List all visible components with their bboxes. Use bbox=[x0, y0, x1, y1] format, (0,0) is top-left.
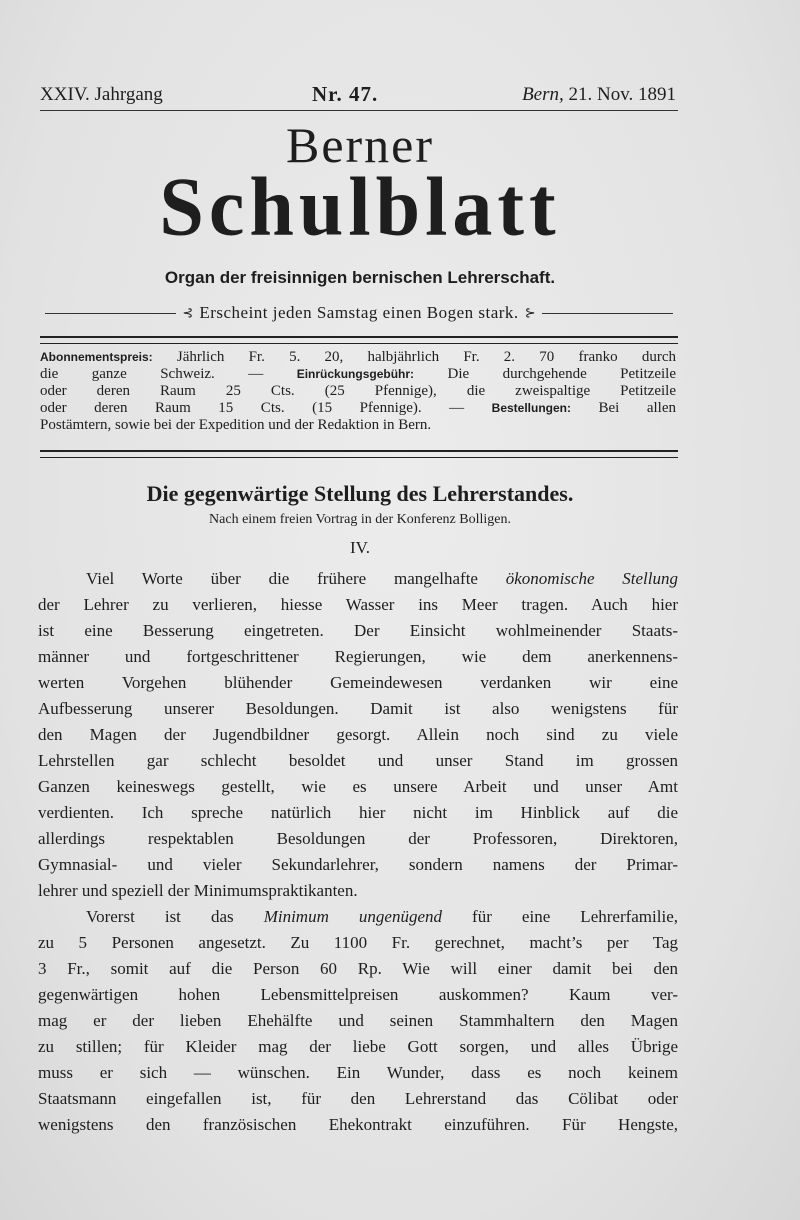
text-line: muss er sich — wünschen. Ein Wunder, dass es noch keinem bbox=[38, 1063, 678, 1082]
insertion-fee-text-2: oder deren Raum 15 Cts. (15 Pfennige). — bbox=[40, 400, 492, 416]
article-body bbox=[38, 566, 678, 1138]
emphasis-text: ökonomische Stellung bbox=[505, 569, 678, 588]
text-line: 3 Fr., somit auf die Person 60 Rp. Wie will einer damit bei den bbox=[38, 959, 678, 978]
masthead-subtitle: Organ der freisinnigen bernischen Lehrerschaft. bbox=[164, 268, 556, 287]
text-line: lehrer und speziell der Minimumspraktikanten. bbox=[38, 881, 358, 900]
text-line: Lehrstellen gar schlecht besoldet und unser Stand im grossen bbox=[38, 751, 678, 770]
date-label: 21. Nov. 1891 bbox=[563, 84, 676, 105]
text-line bbox=[38, 904, 678, 930]
subscription-line bbox=[40, 400, 676, 417]
insertion-fee-text: Die durchgehende Petitzeile bbox=[414, 366, 676, 382]
text-line bbox=[38, 566, 678, 592]
orders-text: Bei allen bbox=[571, 400, 676, 416]
masthead-title-small: Berner bbox=[285, 117, 435, 173]
place-label: Bern, bbox=[522, 84, 564, 105]
issue-date bbox=[522, 84, 676, 106]
text-line: zu 5 Personen angesetzt. Zu 1100 Fr. gerechnet, macht’s per Tag bbox=[38, 933, 678, 952]
masthead-title-large: Schulblatt bbox=[159, 160, 561, 254]
issue-header bbox=[40, 84, 676, 106]
orders-label: Bestellungen: bbox=[491, 401, 571, 415]
subscription-region-text: die ganze Schweiz. — bbox=[40, 366, 297, 382]
text-line: allerdings respektablen Besoldungen der Professoren, Direktoren, bbox=[38, 829, 678, 848]
text-line: ist eine Besserung eingetreten. Der Einsicht wohlmeinender Staats- bbox=[38, 621, 678, 640]
text-line: wenigstens den französischen Ehekontrakt einzuführen. Für Hengste, bbox=[38, 1115, 678, 1134]
ornament-right-icon: ⊱ bbox=[524, 305, 536, 320]
subscription-price-text: Jährlich Fr. 5. 20, halbjährlich Fr. 2. 70 franko durch bbox=[152, 349, 676, 365]
subscription-top-rule bbox=[40, 336, 678, 344]
text-line: den Magen der Jugendbildner gesorgt. Allein noch sind zu viele bbox=[38, 725, 678, 744]
text-line: Gymnasial- und vieler Sekundarlehrer, sondern namens der Primar- bbox=[38, 855, 678, 874]
header-divider bbox=[40, 110, 678, 111]
subscription-price-label: Abonnementspreis: bbox=[40, 350, 153, 364]
text-line: Ganzen keineswegs gestellt, wie es unsere Arbeit und unser Amt bbox=[38, 777, 678, 796]
subscription-bottom-rule bbox=[40, 450, 678, 458]
article-title: Die gegenwärtige Stellung des Lehrerstandes. bbox=[146, 481, 574, 506]
text-segment: für eine Lehrerfamilie, bbox=[442, 907, 678, 926]
subscription-line bbox=[40, 349, 676, 366]
subscription-info bbox=[40, 349, 676, 434]
issue-number: Nr. 47. bbox=[312, 82, 379, 106]
text-line: der Lehrer zu verlieren, hiesse Wasser ins Meer tragen. Auch hier bbox=[38, 595, 678, 614]
subscription-line bbox=[40, 366, 676, 383]
text-line: werten Vorgehen blühender Gemeindewesen verdanken wir eine bbox=[38, 673, 678, 692]
article-section-number: IV. bbox=[350, 538, 370, 557]
text-line: mag er der lieben Ehehälfte und seinen Stammhaltern den Magen bbox=[38, 1011, 678, 1030]
publication-frequency bbox=[45, 302, 673, 324]
text-segment: Vorerst ist das bbox=[86, 907, 264, 926]
ornament-rule-right bbox=[542, 313, 673, 314]
subscription-line: oder deren Raum 25 Cts. (25 Pfennige), die zweispaltige Petitzeile bbox=[40, 383, 676, 399]
subscription-line: Postämtern, sowie bei der Expedition und der Redaktion in Bern. bbox=[40, 417, 432, 433]
text-line: Staatsmann eingefallen ist, für den Lehrerstand das Cölibat oder bbox=[38, 1089, 678, 1108]
volume-label: XXIV. Jahrgang bbox=[40, 84, 163, 105]
ornament-rule-left bbox=[45, 313, 176, 314]
ornament-left-icon: ⊰ bbox=[182, 305, 194, 320]
text-line: männer und fortgeschrittener Regierungen, wie dem anerkennens- bbox=[38, 647, 678, 666]
text-line: gegenwärtigen hohen Lebensmittelpreisen auskommen? Kaum ver- bbox=[38, 985, 678, 1004]
insertion-fee-label: Einrückungsgebühr: bbox=[296, 367, 415, 381]
frequency-text: Erscheint jeden Samstag einen Bogen stark. bbox=[199, 303, 519, 322]
text-line: zu stillen; für Kleider mag der liebe Gott sorgen, und alles Übrige bbox=[38, 1037, 678, 1056]
text-line: Aufbesserung unserer Besoldungen. Damit ist also wenigstens für bbox=[38, 699, 678, 718]
text-segment: Viel Worte über die frühere mangelhafte bbox=[86, 569, 506, 588]
text-line: verdienten. Ich spreche natürlich hier nicht im Hinblick auf die bbox=[38, 803, 678, 822]
article-subtitle: Nach einem freien Vortrag in der Konferenz Bolligen. bbox=[209, 512, 511, 527]
emphasis-text: Minimum ungenügend bbox=[263, 907, 442, 926]
